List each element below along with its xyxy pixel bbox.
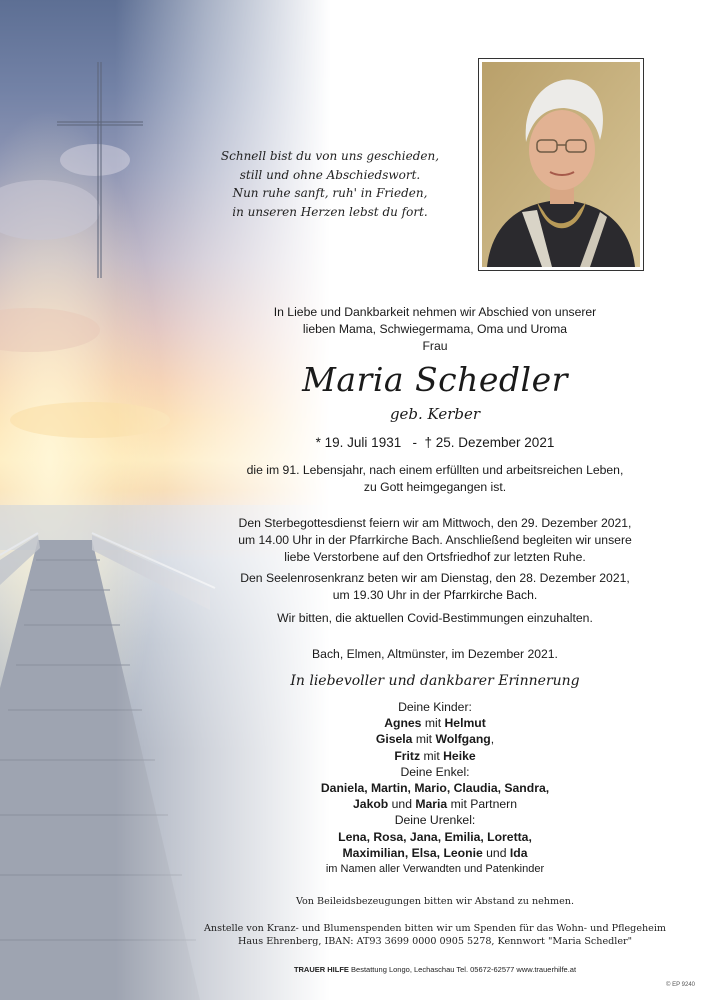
child-line: Agnes mit Helmut — [384, 716, 486, 731]
birth-date: * 19. Juli 1931 — [315, 435, 402, 450]
mass-line: liebe Verstorbene auf den Ortsfriedhof zur letzten Ruhe. — [284, 550, 586, 564]
child-line: Fritz mit Heike — [394, 748, 476, 763]
children-label: Deine Kinder: — [398, 700, 472, 714]
place-date — [220, 646, 650, 663]
life-summary — [220, 462, 650, 496]
summary-line: zu Gott heimgegangen ist. — [363, 480, 507, 494]
grandchildren-line: Daniela, Martin, Mario, Claudia, Sandra, — [320, 781, 550, 796]
place-rest: , Elmen, Altmünster, im Dezember 2021. — [339, 647, 558, 661]
imprint-text: Bestattung Longo, Lechaschau Tel. 05672-62577 www.trauerhilfe.at — [348, 965, 577, 974]
date-separator: - — [412, 435, 417, 450]
donation-line: Anstelle von Kranz- und Blumenspenden bitten wir um Spenden für das Wohn- und Pflegeheim — [203, 923, 667, 934]
place-bold: Bach — [312, 647, 340, 661]
funeral-home-imprint — [200, 965, 670, 974]
grandchildren-label: Deine Enkel: — [400, 764, 470, 779]
cross-icon — [55, 60, 145, 280]
covid-note — [220, 610, 650, 627]
great-grandchildren-line: Maximilian, Elsa, Leonie und Ida — [342, 845, 528, 860]
rosary-line: Den Seelenrosenkranz beten wir am Dienstag, den 28. Dezember 2021, — [240, 571, 630, 585]
relatives-line: im Namen aller Verwandten und Patenkinder — [325, 863, 545, 876]
great-grandchildren-label: Deine Urenkel: — [394, 813, 476, 828]
condolence-note: Von Beileidsbezeugungen bitten wir Abstand zu nehmen. — [295, 896, 574, 907]
document-code: © EP 9240 — [666, 982, 695, 988]
intro-text — [220, 304, 650, 355]
deceased-name: Maria Schedler — [302, 360, 568, 399]
life-dates — [220, 434, 650, 451]
mass-line: um 14.00 Uhr in der Pfarrkirche Bach. Anschließend begleiten wir unsere — [238, 533, 632, 547]
portrait-photo — [478, 58, 644, 271]
rosary-line: um 19.30 Uhr in der Pfarrkirche Bach. — [332, 588, 538, 602]
grandchildren-line: Jakob und Maria mit Partnern — [353, 797, 517, 812]
mass-line: Den Sterbegottesdienst feiern wir am Mittwoch, den 29. Dezember 2021, — [238, 516, 632, 530]
child-line: Gisela mit Wolfgang, — [375, 732, 495, 747]
intro-line: In Liebe und Dankbarkeit nehmen wir Abschied von unserer — [273, 305, 597, 319]
poem-line: in unseren Herzen lebst du fort. — [232, 204, 428, 219]
rosary-text — [220, 570, 650, 604]
intro-line: Frau — [422, 339, 448, 353]
death-date: † 25. Dezember 2021 — [424, 435, 555, 450]
maiden-name: geb. Kerber — [389, 405, 481, 423]
intro-line: lieben Mama, Schwiegermama, Oma und Uroma — [302, 322, 568, 336]
memory-heading: In liebevoller und dankbarer Erinnerung — [290, 673, 580, 689]
great-grandchildren-line: Lena, Rosa, Jana, Emilia, Loretta, — [338, 829, 532, 844]
imprint-brand: TRAUER HILFE — [293, 965, 349, 974]
summary-line: die im 91. Lebensjahr, nach einem erfüllten und arbeitsreichen Leben, — [246, 463, 624, 477]
portrait-image — [482, 62, 640, 267]
poem-line: Schnell bist du von uns geschieden, — [220, 149, 440, 163]
covid-line: Wir bitten, die aktuellen Covid-Bestimmungen einzuhalten. — [277, 611, 593, 625]
poem — [205, 147, 455, 221]
poem-line: Nun ruhe sanft, ruh' in Frieden, — [232, 186, 428, 200]
family-list — [220, 699, 650, 877]
funeral-mass-text — [220, 515, 650, 566]
poem-line: still und ohne Abschiedswort. — [239, 167, 421, 182]
donation-note — [200, 922, 670, 948]
donation-line: Haus Ehrenberg, IBAN: AT93 3699 0000 0905 5278, Kennwort "Maria Schedler" — [237, 936, 633, 947]
